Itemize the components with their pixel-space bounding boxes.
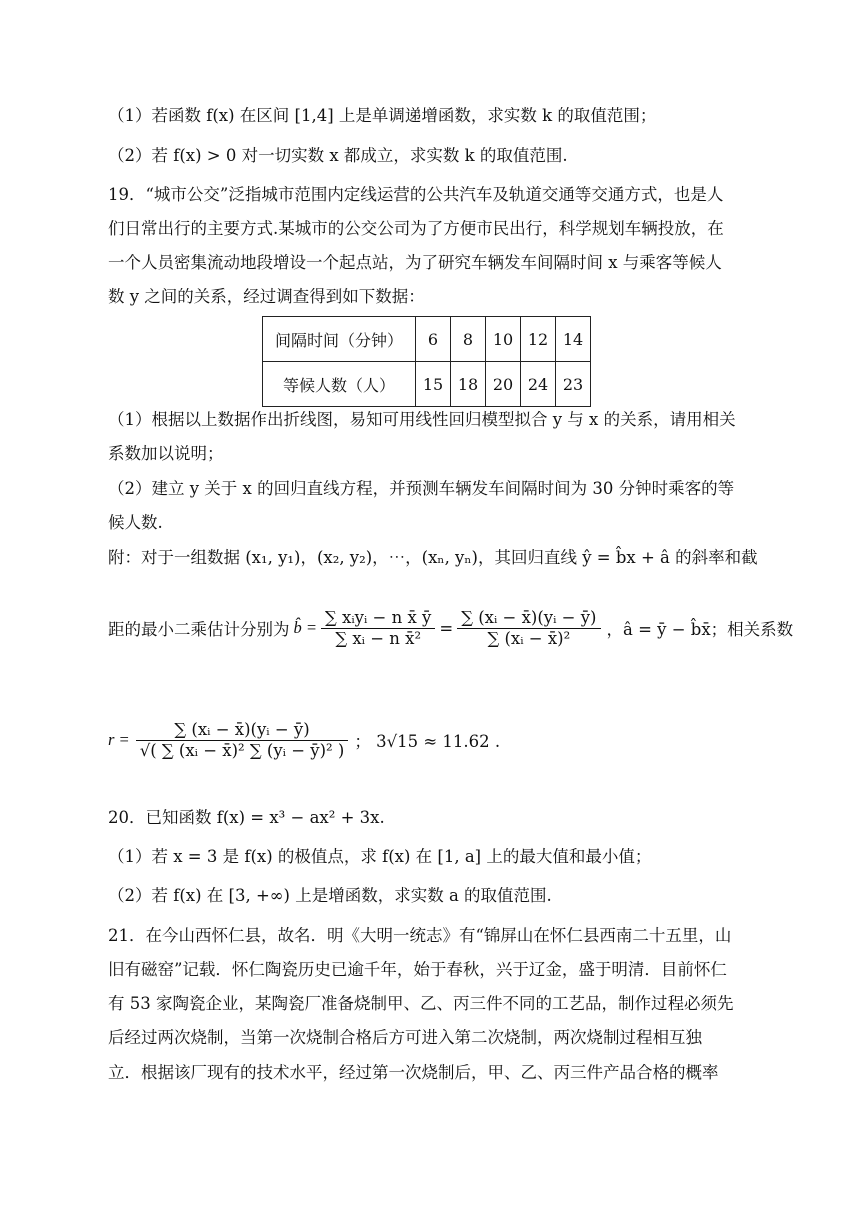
q19-line2: 们日常出行的主要方式.某城市的公交公司为了方便市民出行，科学规划车辆投放，在 (108, 219, 724, 238)
b-numerator-1: ∑ xᵢyᵢ − n x̄ ȳ (321, 608, 435, 629)
equals-sign: = (439, 618, 454, 638)
table-row-label: 等候人数（人） (263, 362, 416, 407)
q18-part2: （2）若 f(x) > 0 对一切实数 x 都成立，求实数 k 的取值范围. (108, 146, 568, 165)
sqrt15-approx: ； 3√15 ≈ 11.62 . (354, 732, 501, 751)
q21-line5: 立．根据该厂现有的技术水平，经过第一次烧制后，甲、乙、丙三件产品合格的概率 (108, 1063, 719, 1082)
q19-part1-line1: （1）根据以上数据作出折线图，易知可用线性回归模型拟合 y 与 x 的关系，请用相关 (108, 410, 736, 429)
appendix-line2-prefix: 距的最小二乘估计分别为 (108, 620, 290, 639)
q21-line4: 后经过两次烧制，当第一次烧制合格后方可进入第二次烧制，两次烧制过程相互独 (108, 1028, 702, 1047)
a-hat-formula: ，â = ȳ − b̂x̄；相关系数 (606, 620, 794, 639)
q21-line3: 有 53 家陶瓷企业，某陶瓷厂准备烧制甲、乙、丙三件不同的工艺品，制作过程必须先 (108, 994, 734, 1013)
table-cell: 6 (416, 317, 451, 362)
table-row-label: 间隔时间（分钟） (263, 317, 416, 362)
q19-part2-line1: （2）建立 y 关于 x 的回归直线方程，并预测车辆发车间隔时间为 30 分钟时乘客的等 (108, 479, 735, 498)
q20-part2: （2）若 f(x) 在 [3, +∞) 上是增函数，求实数 a 的取值范围. (108, 886, 552, 905)
q21-line1: 21．在今山西怀仁县，故名．明《大明一统志》有“锦屏山在怀仁县西南二十五里，山 (108, 926, 732, 945)
q19-part1-line2: 系数加以说明； (108, 444, 224, 463)
r-fraction (136, 720, 349, 761)
r-label: r = (108, 730, 130, 749)
table-cell: 18 (451, 362, 486, 407)
r-numerator: ∑ (xᵢ − x̄)(yᵢ − ȳ) (136, 720, 349, 741)
appendix-line1: 附：对于一组数据 (x₁, y₁)，(x₂, y₂)，⋯，(xₙ, yₙ)，其回归直线 ŷ = b̂x + â 的斜率和截 (108, 548, 758, 567)
b-fraction-2 (457, 608, 600, 649)
r-denominator: √( ∑ (xᵢ − x̄)² ∑ (yᵢ − ȳ)² ) (139, 740, 345, 760)
q20-part1: （1）若 x = 3 是 f(x) 的极值点，求 f(x) 在 [1, a] 上的最大值和最小值； (108, 847, 652, 866)
q19-data-table (262, 316, 591, 407)
b-hat-label: b̂ = (293, 618, 318, 637)
table-cell: 20 (486, 362, 521, 407)
table-cell: 24 (521, 362, 556, 407)
b-hat-formula (108, 598, 793, 658)
table-cell: 10 (486, 317, 521, 362)
table-row (263, 317, 591, 362)
b-denominator-2: ∑ (xᵢ − x̄)² (487, 628, 571, 648)
q19-part2-line2: 候人数. (108, 513, 163, 532)
b-fraction-1 (321, 608, 435, 649)
b-denominator-1: ∑ xᵢ − n x̄² (335, 628, 422, 648)
q20-stem: 20．已知函数 f(x) = x³ − ax² + 3x. (108, 808, 385, 827)
table-cell: 15 (416, 362, 451, 407)
table-cell: 8 (451, 317, 486, 362)
table-cell: 12 (521, 317, 556, 362)
q19-line1: 19．“城市公交”泛指城市范围内定线运营的公共汽车及轨道交通等交通方式，也是人 (108, 185, 724, 204)
r-formula (108, 708, 500, 772)
table-row (263, 362, 591, 407)
q19-line3: 一个人员密集流动地段增设一个起点站，为了研究车辆发车间隔时间 x 与乘客等候人 (108, 253, 722, 272)
table-cell: 23 (556, 362, 591, 407)
b-numerator-2: ∑ (xᵢ − x̄)(yᵢ − ȳ) (457, 608, 600, 629)
q21-line2: 旧有磁窑”记载．怀仁陶瓷历史已逾千年，始于春秋，兴于辽金，盛于明清．目前怀仁 (108, 960, 727, 979)
q19-line4: 数 y 之间的关系，经过调查得到如下数据： (108, 287, 425, 306)
table-cell: 14 (556, 317, 591, 362)
q18-part1: （1）若函数 f(x) 在区间 [1,4] 上是单调递增函数，求实数 k 的取值范围； (108, 106, 657, 125)
